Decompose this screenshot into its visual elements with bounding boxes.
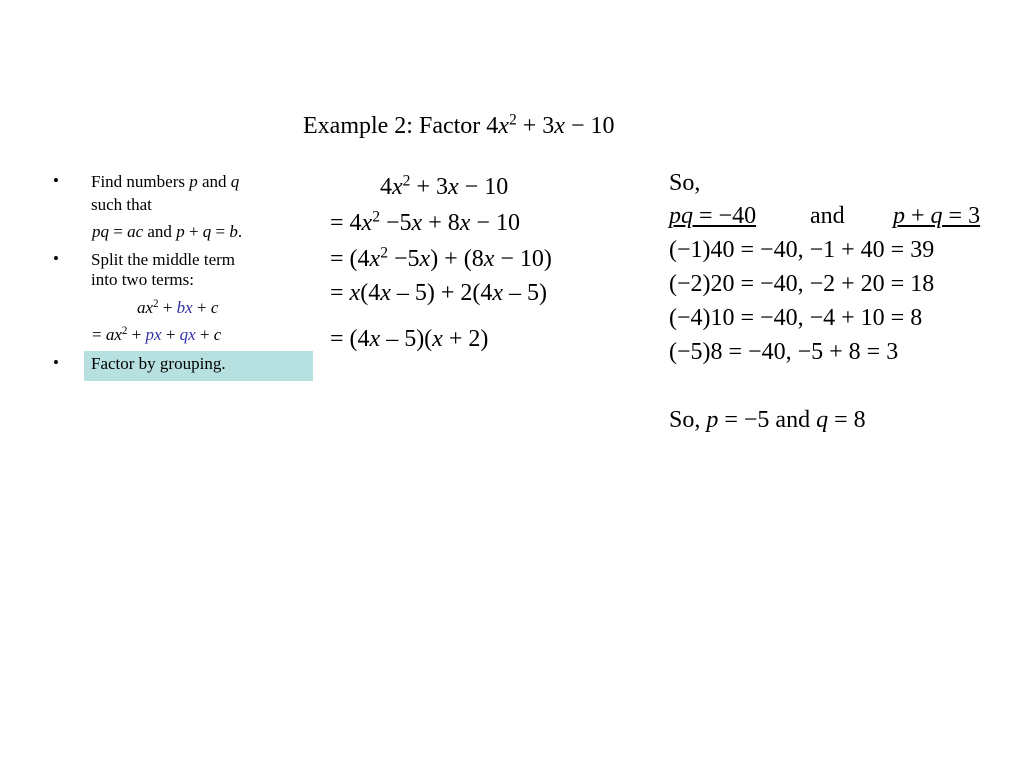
so-label: So,	[669, 170, 701, 196]
work-line-3: = $(4x^2 -5x) + (8x - 10)$	[330, 244, 552, 272]
expression-ax2-px-qx-c: = $ax^2$ + px + qx + c	[92, 324, 222, 344]
bullet-find-numbers-line2: such that	[91, 195, 152, 214]
work-line-4: = x(4x – 5) + 2(4x – 5)	[330, 280, 548, 306]
trial-row: (−4)10 = −40, −4 + 10 = 8	[669, 305, 923, 331]
and-label: and	[810, 203, 845, 229]
slide-title: Example 2: Factor $4x^2 + 3x - 10$	[303, 111, 615, 139]
bullet-find-numbers-line1: Find numbers p and q	[91, 172, 240, 191]
bullet-marker: •	[53, 353, 59, 372]
trial-row: (−5)8 = −40, −5 + 8 = 3	[669, 339, 899, 365]
pq-ac-condition: pq = ac and p + q = b.	[92, 222, 243, 241]
bullet-marker: •	[53, 171, 59, 190]
result-line: So, p = −5 and q = 8	[669, 407, 866, 433]
bullet-marker: •	[53, 249, 59, 268]
pq-condition-line: pq = −40	[669, 203, 757, 229]
work-line-5-answer: = (4x – 5)(x + 2)	[330, 326, 489, 352]
p-plus-q-condition: p + q = 3	[893, 203, 981, 229]
bullet-factor-by-grouping: Factor by grouping.	[91, 354, 226, 373]
expression-ax2-bx-c: $ax^2$ + bx + c	[137, 297, 219, 317]
trial-row: (−2)20 = −40, −2 + 20 = 18	[669, 271, 935, 297]
trial-row: (−1)40 = −40, −1 + 40 = 39	[669, 237, 935, 263]
bullet-split-line1: Split the middle term	[91, 250, 236, 269]
work-line-2: = $4x^2 -5x + 8x - 10$	[330, 208, 520, 236]
work-line-1: $4x^2 + 3x - 10$	[380, 172, 509, 200]
bullet-split-line2: into two terms:	[91, 270, 194, 289]
